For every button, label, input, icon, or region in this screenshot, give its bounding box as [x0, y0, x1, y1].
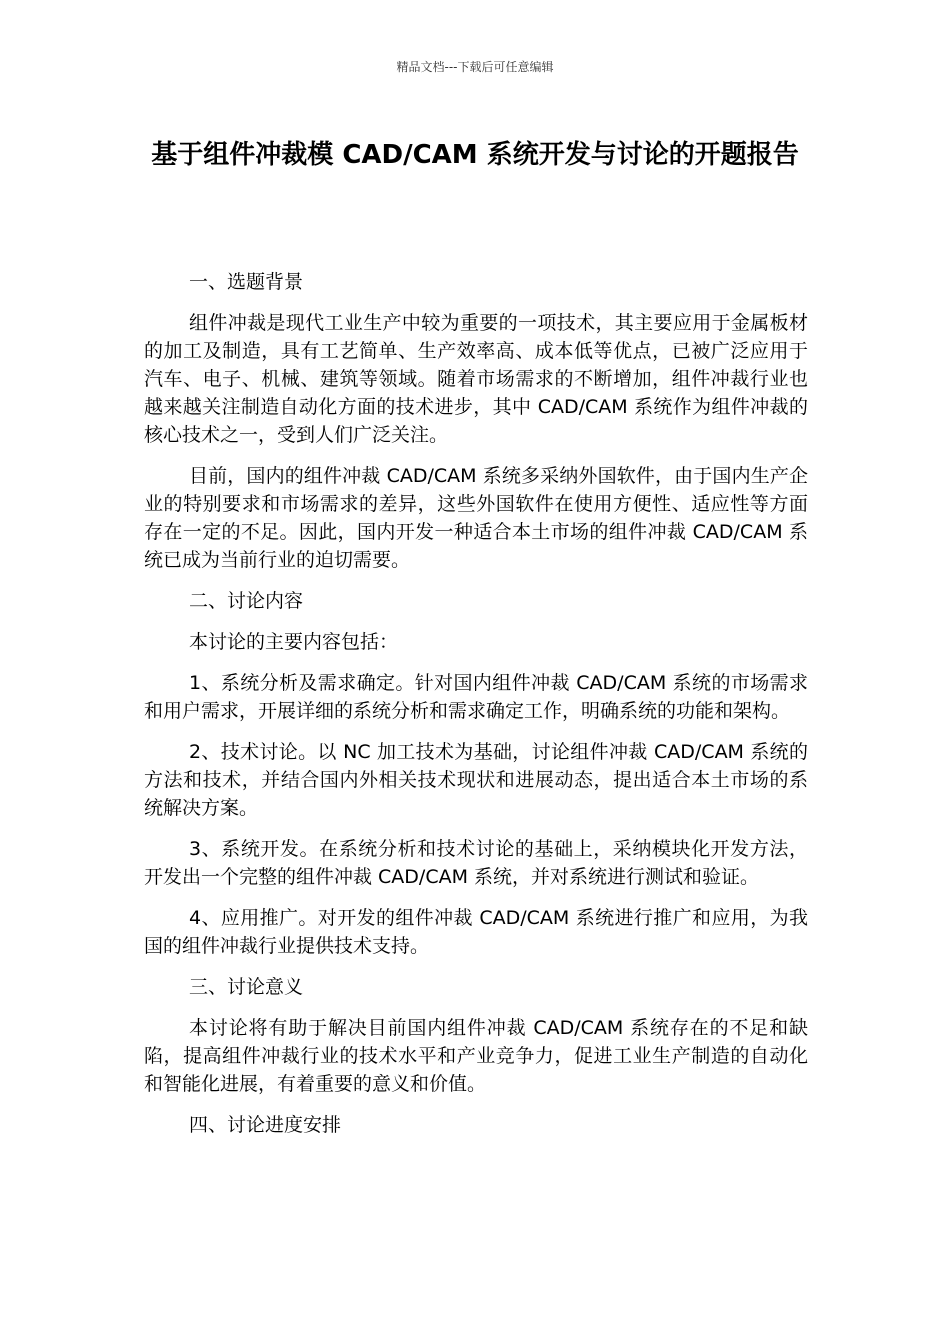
paragraph-content-intro: 本讨论的主要内容包括： [189, 631, 399, 653]
paragraph-background-1: 组件冲裁是现代工业生产中较为重要的一项技术，其主要应用于金属板材的加工及制造，具有工艺简单、生产效率高、成本低等优点，已被广泛应用于汽车、电子、机械、建筑等领域。随着市场需求的不断增加，组件冲裁行业也越来越关注制造自动化方面的技术进步，其中 CAD/CAM 系统作为组件冲裁的核心技术之一，受到人们广泛关注。 [144, 312, 808, 446]
section-heading-background: 一、选题背景 [189, 271, 304, 293]
section-heading-schedule: 四、讨论进度安排 [189, 1114, 342, 1136]
section-heading-content: 二、讨论内容 [189, 590, 304, 612]
list-item-1: 1、系统分析及需求确定。针对国内组件冲裁 CAD/CAM 系统的市场需求和用户需求，开展详细的系统分析和需求确定工作，明确系统的功能和架构。 [144, 672, 808, 722]
section-heading-significance: 三、讨论意义 [189, 976, 304, 998]
paragraph-background-2: 目前，国内的组件冲裁 CAD/CAM 系统多采纳外国软件，由于国内生产企业的特别要求和市场需求的差异，这些外国软件在使用方便性、适应性等方面存在一定的不足。因此，国内开发一种适合本土市场的组件冲裁 CAD/CAM 系统已成为当前行业的迫切需要。 [144, 465, 808, 571]
list-item-3: 3、系统开发。在系统分析和技术讨论的基础上，采纳模块化开发方法，开发出一个完整的组件冲裁 CAD/CAM 系统，并对系统进行测试和验证。 [144, 838, 808, 888]
document-body [144, 268, 808, 1152]
list-item-2: 2、技术讨论。以 NC 加工技术为基础，讨论组件冲裁 CAD/CAM 系统的方法和技术，并结合国内外相关技术现状和进展动态，提出适合本土市场的系统解决方案。 [144, 741, 808, 819]
paragraph-significance: 本讨论将有助于解决目前国内组件冲裁 CAD/CAM 系统存在的不足和缺陷，提高组件冲裁行业的技术水平和产业竞争力，促进工业生产制造的自动化和智能化进展，有着重要的意义和价值。 [144, 1017, 808, 1095]
list-item-4: 4、应用推广。对开发的组件冲裁 CAD/CAM 系统进行推广和应用，为我国的组件冲裁行业提供技术支持。 [144, 907, 808, 957]
header-note: 精品文档---下载后可任意编辑 [396, 60, 554, 74]
document-title: 基于组件冲裁模 CAD/CAM 系统开发与讨论的开题报告 [151, 140, 799, 170]
